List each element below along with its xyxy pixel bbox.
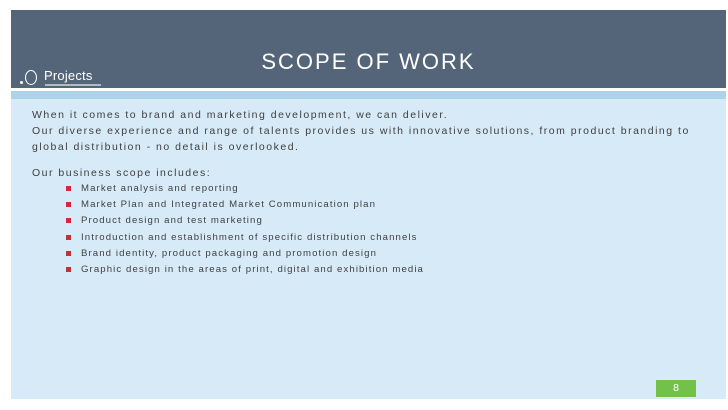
scope-item-text: Introduction and establishment of specific distribution channels — [81, 231, 418, 243]
scope-item-text: Market Plan and Integrated Market Communication plan — [81, 199, 377, 211]
square-bullet-icon — [66, 186, 71, 191]
square-bullet-icon — [66, 235, 71, 240]
page-number-badge: 8 — [656, 380, 696, 397]
square-bullet-icon — [66, 202, 71, 207]
scope-item-text: Market analysis and reporting — [81, 183, 239, 194]
square-bullet-icon — [66, 218, 71, 223]
intro-paragraph: Our diverse experience and range of talents provides us with innovative solutions, from product branding to global distribution - no detail is overlooked. — [32, 125, 690, 153]
title-banner — [11, 10, 726, 88]
accent-bar — [11, 91, 726, 99]
projects-logo-icon — [25, 70, 37, 85]
scope-item — [66, 246, 424, 262]
scope-item — [66, 181, 424, 197]
scope-heading: Our business scope includes: — [32, 167, 212, 179]
scope-item — [66, 230, 424, 246]
scope-item-text: Product design and test marketing — [81, 215, 263, 227]
scope-item-text: Brand identity, product packaging and promotion design — [81, 247, 378, 259]
scope-list — [66, 181, 424, 278]
projects-logo — [17, 67, 107, 89]
logo-text: Projects — [44, 68, 93, 83]
scope-item — [66, 197, 424, 213]
scope-item — [66, 262, 424, 278]
square-bullet-icon — [66, 267, 71, 272]
intro-line: When it comes to brand and marketing development, we can deliver. — [32, 109, 449, 121]
logo-dot-icon — [20, 81, 23, 84]
square-bullet-icon — [66, 251, 71, 256]
scope-item-text: Graphic design in the areas of print, digital and exhibition media — [81, 264, 424, 276]
slide-title: SCOPE OF WORK — [261, 49, 476, 74]
scope-item — [66, 213, 424, 229]
logo-tagline-mark — [45, 84, 101, 86]
